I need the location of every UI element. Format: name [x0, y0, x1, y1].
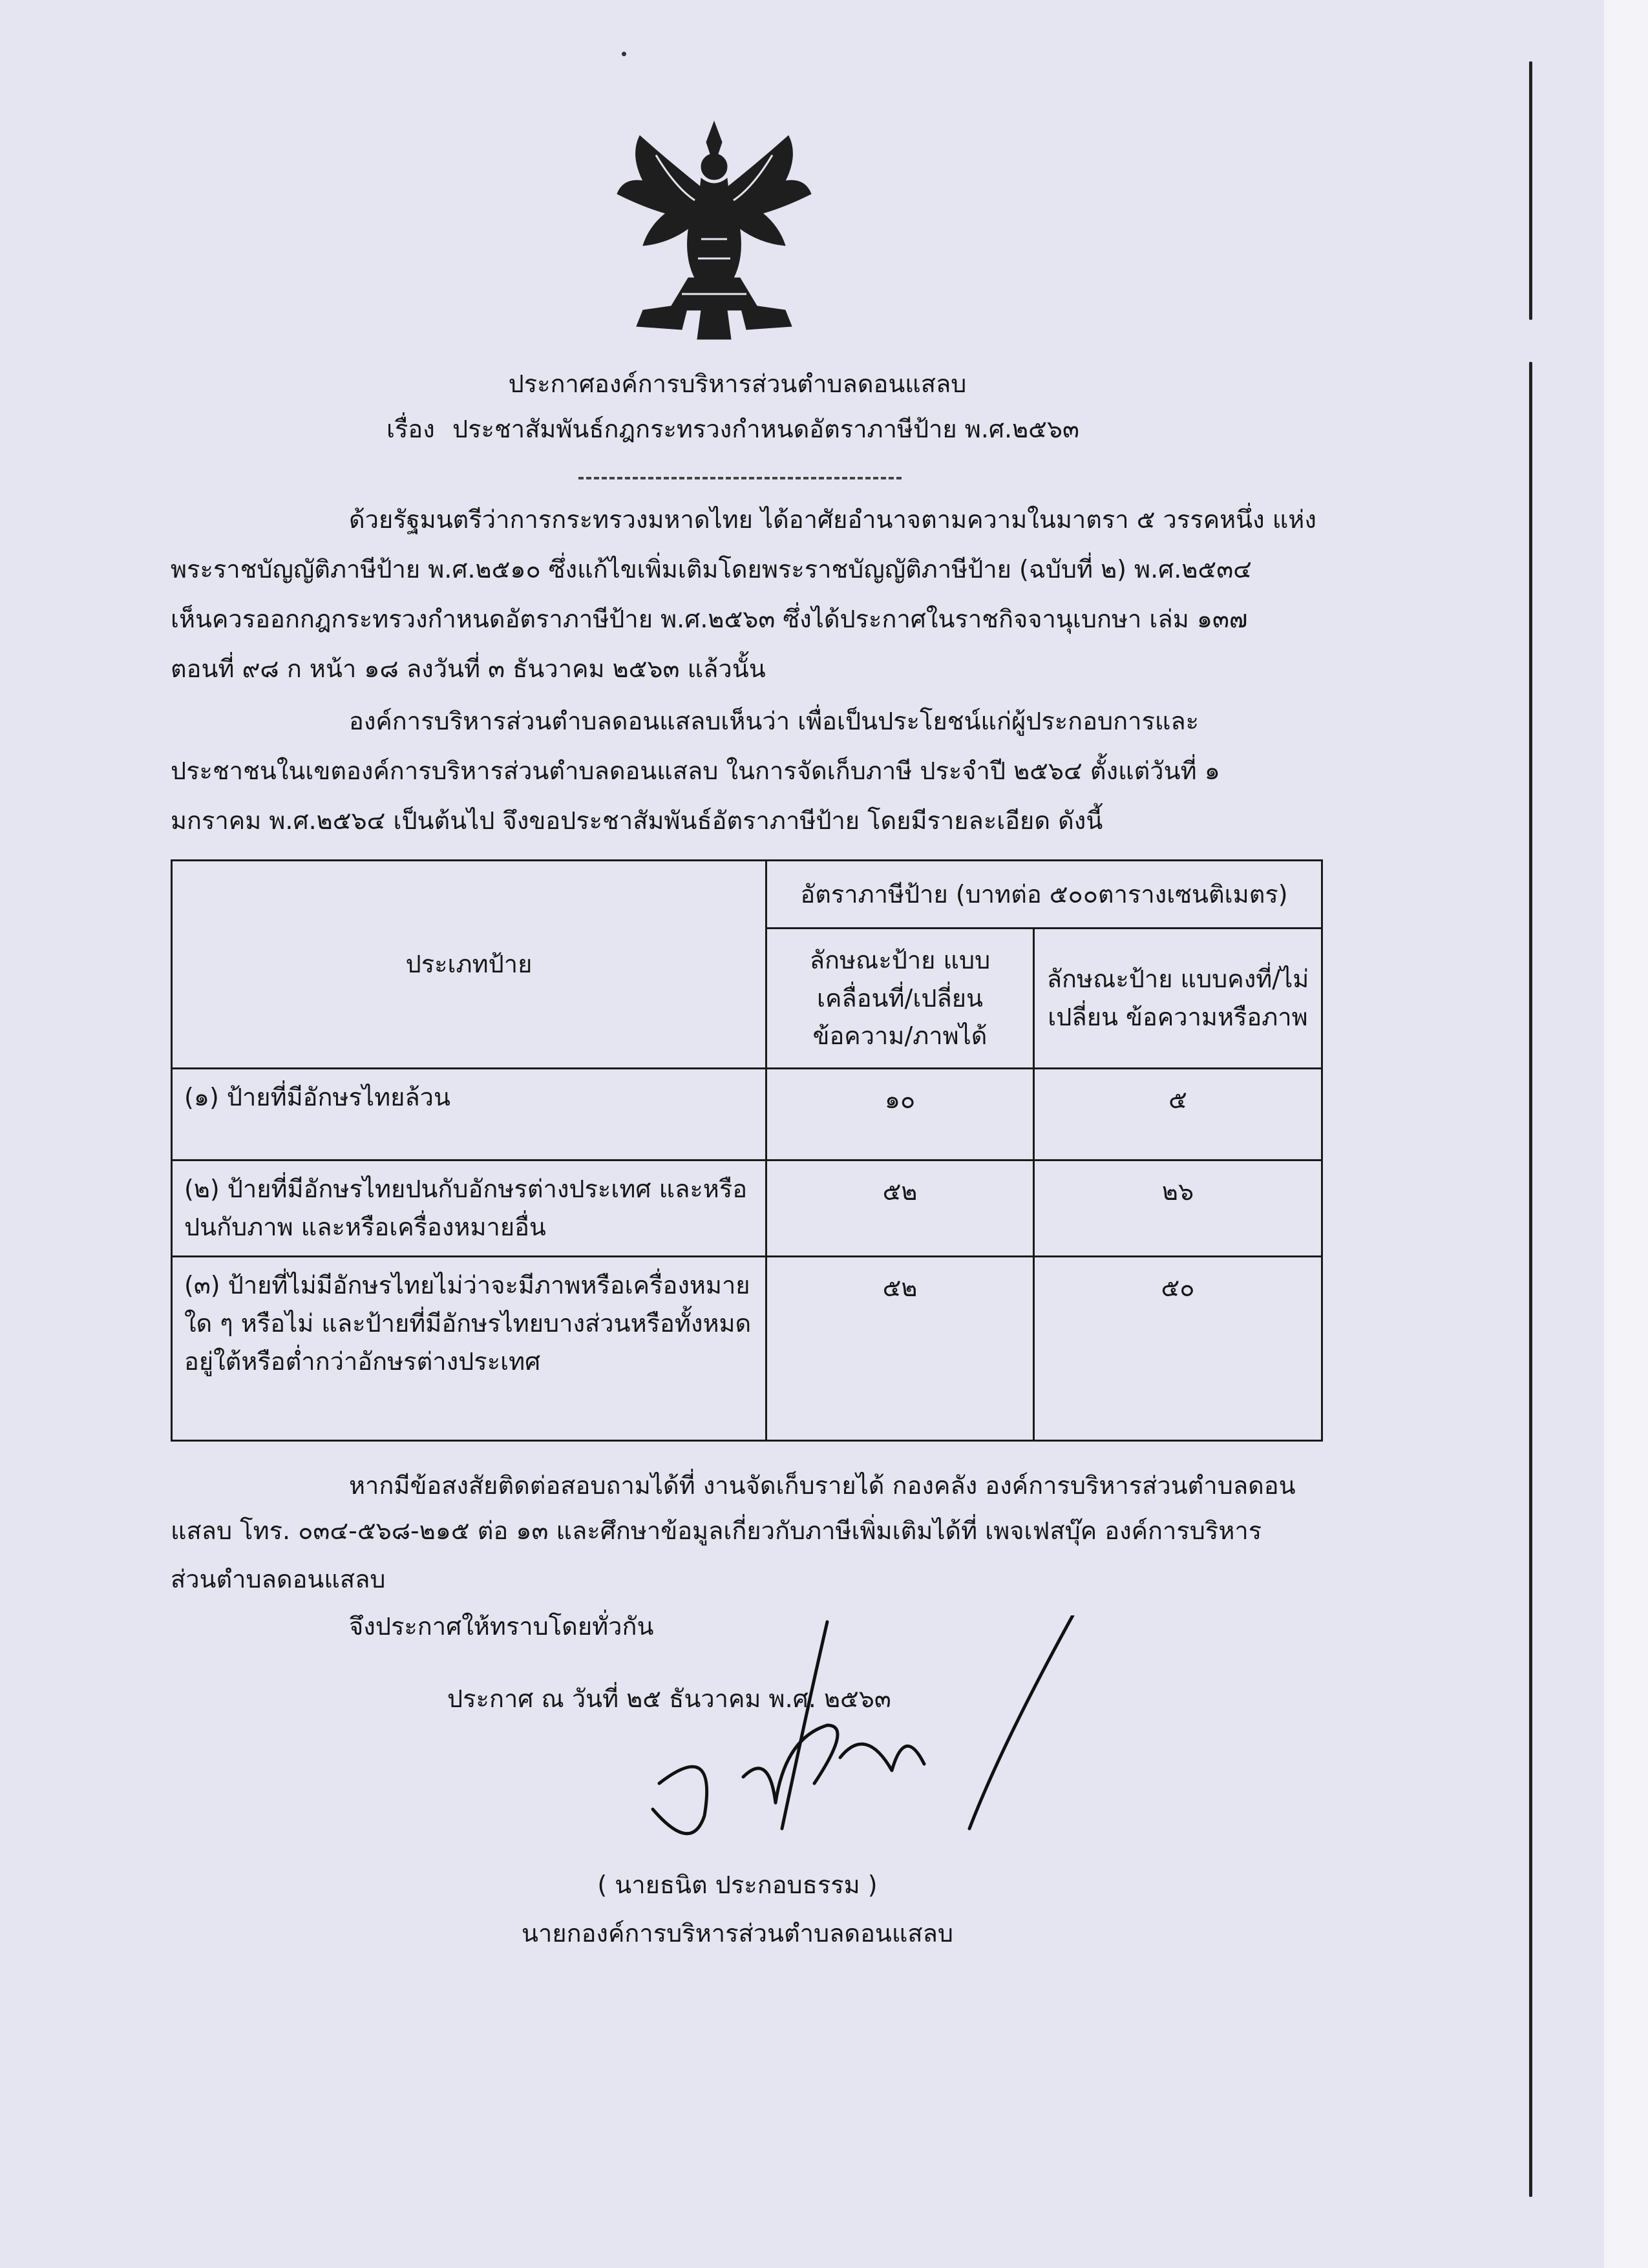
scan-edge-line	[1529, 61, 1532, 320]
scan-speck	[622, 52, 626, 56]
paragraph-1-line: เห็นควรออกกฎกระทรวงกำหนดอัตราภาษีป้าย พ.ศ.๒๕๖๓ ซึ่งได้ประกาศในราชกิจจานุเบกษา เล่ม ๑๓๗	[171, 605, 1248, 633]
paragraph-2-line: องค์การบริหารส่วนตำบลดอนแสลบเห็นว่า เพื่อเป็นประโยชน์แก่ผู้ประกอบการและ	[349, 707, 1199, 735]
subject-text: ประชาสัมพันธ์กฎกระทรวงกำหนดอัตราภาษีป้าย พ.ศ.๒๕๖๓	[452, 415, 1080, 443]
column-header-movable: ลักษณะป้าย แบบเคลื่อนที่/เปลี่ยน ข้อความ/ภาพได้	[766, 929, 1034, 1069]
subject-label: เรื่อง	[386, 415, 435, 443]
fixed-rate-cell: ๒๖	[1034, 1160, 1322, 1257]
garuda-emblem-icon	[604, 116, 824, 355]
sign-type-cell: (๓) ป้ายที่ไม่มีอักษรไทยไม่ว่าจะมีภาพหรือเครื่องหมายใด ๆ หรือไม่ และป้ายที่มีอักษรไทยบางส่วนหรือทั้งหมดอยู่ใต้หรือต่ำกว่าอักษรต่างประเทศ	[172, 1256, 766, 1440]
paragraph-2-line: มกราคม พ.ศ.๒๕๖๔ เป็นต้นไป จึงขอประชาสัมพันธ์อัตราภาษีป้าย โดยมีรายละเอียด ดังนี้	[171, 806, 1103, 835]
announcement-title: ประกาศองค์การบริหารส่วนตำบลดอนแสลบ	[508, 370, 967, 398]
divider-line	[578, 477, 902, 479]
tax-rate-table	[171, 859, 1323, 1442]
sign-type-cell: (๒) ป้ายที่มีอักษรไทยปนกับอักษรต่างประเทศ และหรือปนกับภาพ และหรือเครื่องหมายอื่น	[172, 1160, 766, 1257]
paragraph-1-line: ตอนที่ ๙๘ ก หน้า ๑๘ ลงวันที่ ๓ ธันวาคม ๒๕๖๓ แล้วนั้น	[171, 655, 766, 683]
scan-edge	[1604, 0, 1648, 2268]
fixed-rate-cell: ๕	[1034, 1069, 1322, 1160]
sign-type-cell: (๑) ป้ายที่มีอักษรไทยล้วน	[172, 1069, 766, 1160]
movable-rate-cell: ๑๐	[766, 1069, 1034, 1160]
scan-edge-line	[1529, 362, 1532, 2197]
signer-name: ( นายธนิต ประกอบธรรม )	[597, 1871, 878, 1899]
paragraph-1-line: พระราชบัญญัติภาษีป้าย พ.ศ.๒๕๑๐ ซึ่งแก้ไขเพิ่มเติมโดยพระราชบัญญัติภาษีป้าย (ฉบับที่ ๒) พ.ศ.๒๕๓๔	[171, 555, 1252, 583]
fixed-rate-cell: ๕๐	[1034, 1256, 1322, 1440]
contact-line: ส่วนตำบลดอนแสลบ	[171, 1565, 386, 1593]
table-row	[172, 1256, 1322, 1440]
handwritten-signature	[620, 1615, 1112, 1848]
paragraph-1-line: ด้วยรัฐมนตรีว่าการกระทรวงมหาดไทย ได้อาศัยอำนาจตามความในมาตรา ๕ วรรคหนึ่ง แห่ง	[349, 505, 1316, 534]
announcement-date: ประกาศ ณ วันที่ ๒๕ ธันวาคม พ.ศ. ๒๕๖๓	[447, 1685, 891, 1713]
table-row	[172, 1069, 1322, 1160]
closing-text: จึงประกาศให้ทราบโดยทั่วกัน	[349, 1612, 654, 1641]
contact-line: แสลบ โทร. ๐๓๔-๕๖๘-๒๑๕ ต่อ ๑๓ และศึกษาข้อมูลเกี่ยวกับภาษีเพิ่มเติมได้ที่ เพจเฟสบุ๊ค องค์การบริหาร	[171, 1517, 1262, 1545]
movable-rate-cell: ๕๒	[766, 1256, 1034, 1440]
paragraph-2-line: ประชาชนในเขตองค์การบริหารส่วนตำบลดอนแสลบ ในการจัดเก็บภาษี ประจำปี ๒๕๖๔ ตั้งแต่วันที่ ๑	[171, 757, 1220, 785]
table-row	[172, 1160, 1322, 1257]
signer-title: นายกองค์การบริหารส่วนตำบลดอนแสลบ	[522, 1919, 953, 1948]
column-header-sign-type: ประเภทป้าย	[172, 861, 766, 1069]
contact-line: หากมีข้อสงสัยติดต่อสอบถามได้ที่ งานจัดเก็บรายได้ กองคลัง องค์การบริหารส่วนตำบลดอน	[349, 1471, 1296, 1500]
column-header-rate: อัตราภาษีป้าย (บาทต่อ ๕๐๐ตารางเซนติเมตร)	[766, 861, 1322, 929]
column-header-fixed: ลักษณะป้าย แบบคงที่/ไม่เปลี่ยน ข้อความหรือภาพ	[1034, 929, 1322, 1069]
movable-rate-cell: ๕๒	[766, 1160, 1034, 1257]
